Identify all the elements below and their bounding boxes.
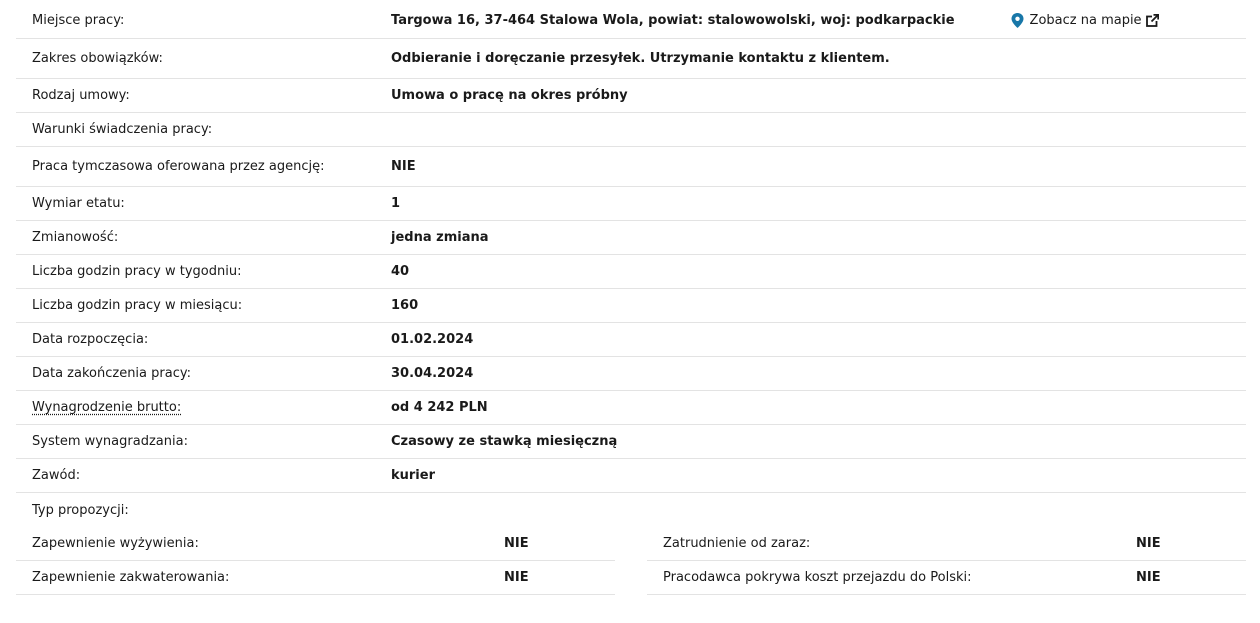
detail-row-start-date bbox=[16, 323, 1246, 357]
detail-value: NIE bbox=[1136, 570, 1161, 585]
detail-label: Zapewnienie zakwaterowania: bbox=[32, 570, 230, 585]
detail-row-pay-system bbox=[16, 425, 1246, 459]
detail-value: jedna zmiana bbox=[391, 230, 489, 245]
detail-value: NIE bbox=[1136, 536, 1161, 551]
detail-label: Liczba godzin pracy w tygodniu: bbox=[32, 264, 242, 279]
detail-value: Czasowy ze stawką miesięczną bbox=[391, 434, 618, 449]
detail-row-salary bbox=[16, 391, 1246, 425]
detail-row-occupation bbox=[16, 459, 1246, 493]
detail-label: System wynagradzania: bbox=[32, 434, 188, 449]
detail-label: Data rozpoczęcia: bbox=[32, 332, 149, 347]
detail-label: Warunki świadczenia pracy: bbox=[32, 122, 213, 137]
detail-label: Zmianowość: bbox=[32, 230, 119, 245]
detail-value: od 4 242 PLN bbox=[391, 400, 488, 415]
detail-label: Zakres obowiązków: bbox=[32, 51, 163, 66]
detail-label: Zawód: bbox=[32, 468, 81, 483]
detail-value: 01.02.2024 bbox=[391, 332, 474, 347]
detail-label: Pracodawca pokrywa koszt przejazdu do Polski: bbox=[663, 570, 972, 585]
detail-value: 1 bbox=[391, 196, 401, 211]
detail-value: NIE bbox=[391, 159, 416, 174]
proposal-row-immediate-employment bbox=[647, 527, 1246, 561]
detail-row-location bbox=[16, 2, 1246, 39]
detail-label: Rodzaj umowy: bbox=[32, 88, 130, 103]
external-link-icon bbox=[1146, 14, 1159, 27]
detail-value: NIE bbox=[504, 536, 529, 551]
map-link-label: Zobacz na mapie bbox=[1029, 12, 1142, 28]
detail-row-shifts bbox=[16, 221, 1246, 255]
salary-tooltip-label[interactable]: Wynagrodzenie brutto: bbox=[32, 400, 182, 415]
detail-value: 160 bbox=[391, 298, 419, 313]
detail-value: 30.04.2024 bbox=[391, 366, 474, 381]
detail-value: Odbieranie i doręczanie przesyłek. Utrzymanie kontaktu z klientem. bbox=[391, 51, 890, 66]
detail-label: Typ propozycji: bbox=[32, 502, 129, 518]
proposal-grid bbox=[16, 527, 1246, 595]
job-details-table bbox=[16, 2, 1246, 595]
map-pin-icon bbox=[1011, 13, 1024, 28]
proposal-row-meals bbox=[16, 527, 615, 561]
detail-label: Liczba godzin pracy w miesiącu: bbox=[32, 298, 243, 313]
detail-label: Praca tymczasowa oferowana przez agencję: bbox=[32, 159, 325, 174]
detail-value: kurier bbox=[391, 468, 435, 483]
detail-row-fte bbox=[16, 187, 1246, 221]
proposal-column-right bbox=[647, 527, 1246, 595]
detail-label: Zapewnienie wyżywienia: bbox=[32, 536, 199, 551]
proposal-row-accommodation bbox=[16, 561, 615, 595]
detail-value: NIE bbox=[504, 570, 529, 585]
detail-row-proposal-type bbox=[16, 493, 1246, 527]
detail-label: Miejsce pracy: bbox=[32, 12, 125, 28]
proposal-column-left bbox=[16, 527, 615, 595]
detail-row-work-conditions bbox=[16, 113, 1246, 147]
detail-row-end-date bbox=[16, 357, 1246, 391]
detail-label: Zatrudnienie od zaraz: bbox=[663, 536, 811, 551]
detail-row-monthly-hours bbox=[16, 289, 1246, 323]
map-link[interactable] bbox=[1011, 13, 1159, 28]
detail-row-duties bbox=[16, 39, 1246, 79]
detail-value: Targowa 16, 37-464 Stalowa Wola, powiat: stalowowolski, woj: podkarpackie bbox=[391, 12, 955, 28]
detail-row-temporary-agency bbox=[16, 147, 1246, 187]
detail-value: Umowa o pracę na okres próbny bbox=[391, 88, 628, 103]
proposal-row-travel-cost bbox=[647, 561, 1246, 595]
detail-row-contract-type bbox=[16, 79, 1246, 113]
detail-row-weekly-hours bbox=[16, 255, 1246, 289]
detail-label: Data zakończenia pracy: bbox=[32, 366, 191, 381]
detail-label: Wymiar etatu: bbox=[32, 196, 125, 211]
detail-value: 40 bbox=[391, 264, 410, 279]
